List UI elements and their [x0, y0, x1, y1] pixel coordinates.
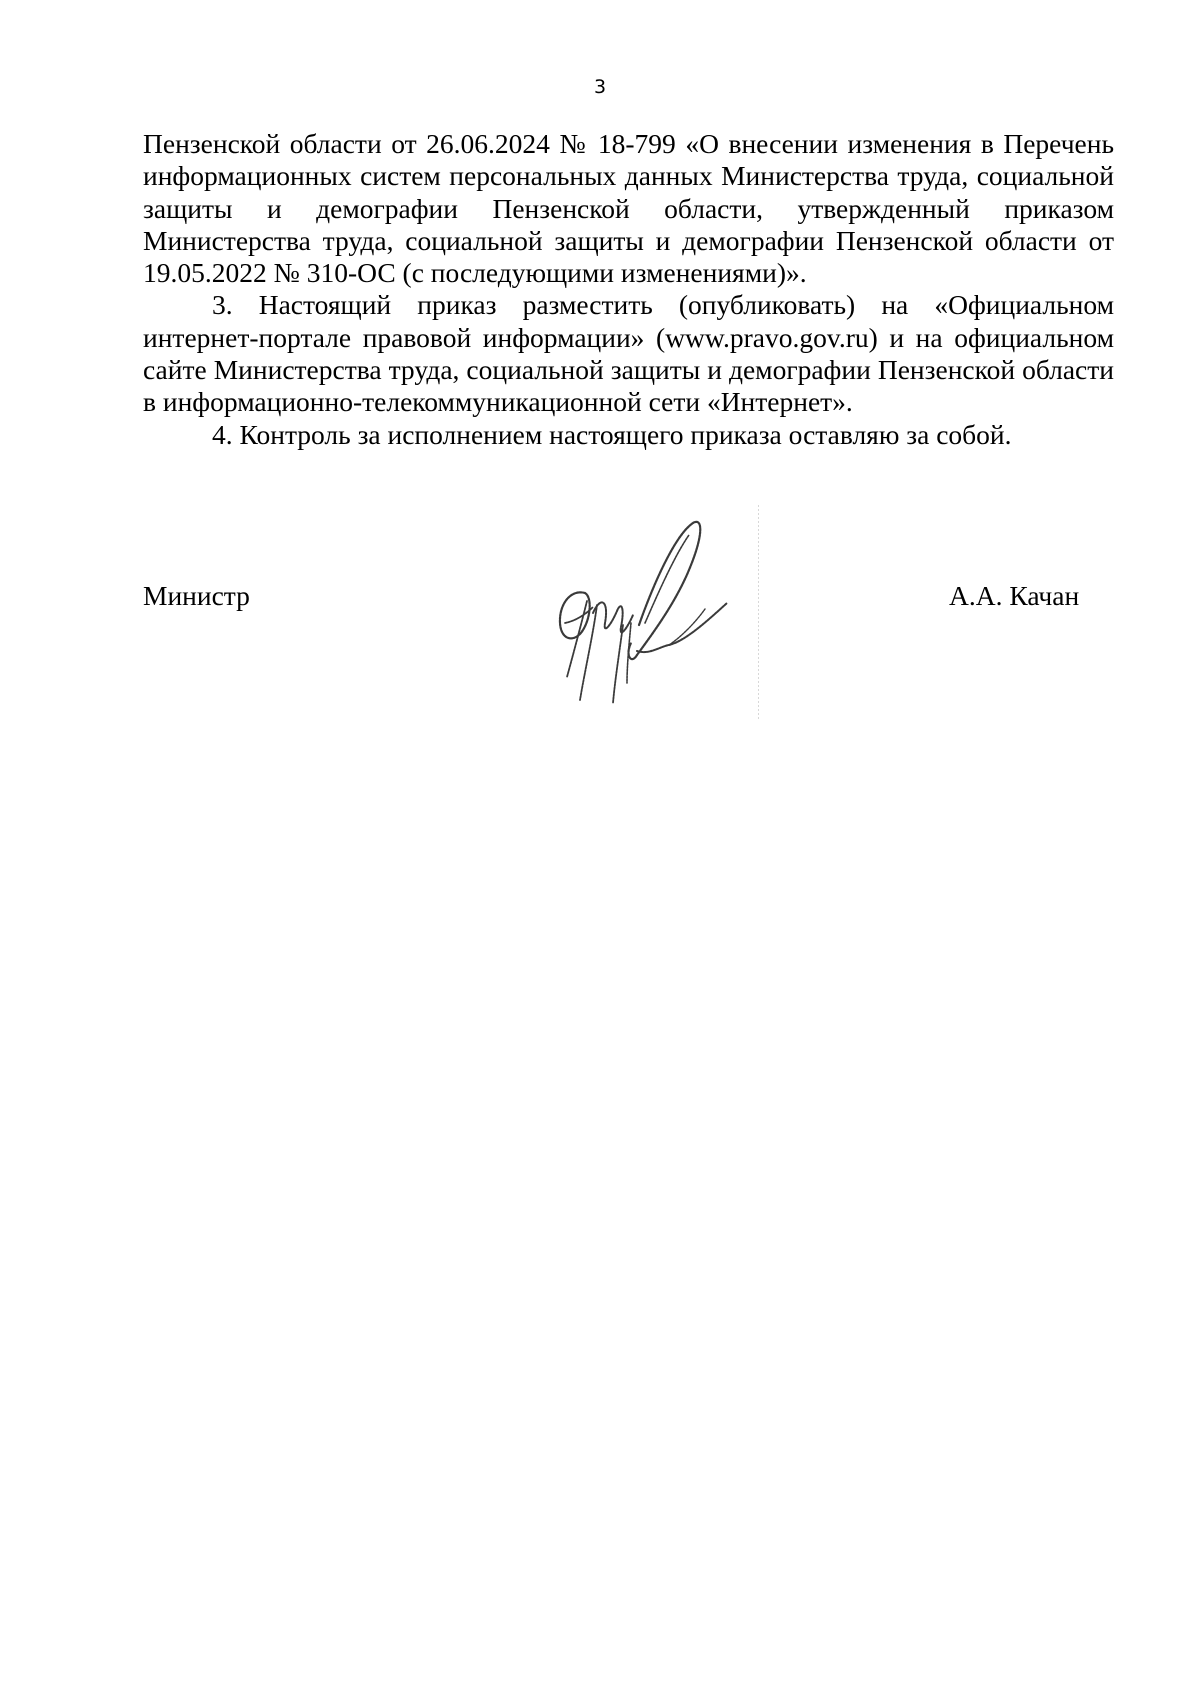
paragraph-item-3: 3. Настоящий приказ разместить (опубликовать) на «Официальном интернет-портале правовой информации» (www.pravo.gov.ru) и на официальном сайте Министерства труда, социальной защиты и демографии Пензенской области в информационно-телекоммуникационной сети «Интернет». — [143, 289, 1114, 418]
signature-block — [0, 580, 1200, 620]
signatory-title: Министр — [143, 580, 250, 611]
page-number: 3 — [593, 76, 607, 98]
paragraph-continuation: Пензенской области от 26.06.2024 № 18-799 «О внесении изменения в Перечень информационных систем персональных данных Министерства труда, социальной защиты и демографии Пензенской области, утвержденный приказом Министерства труда, социальной защиты и демографии Пензенской области от 19.05.2022 № 310-ОС (с последующими изменениями)». — [143, 128, 1114, 289]
signatory-name: А.А. Качан — [949, 580, 1080, 611]
document-body — [143, 128, 1114, 451]
paragraph-item-4: 4. Контроль за исполнением настоящего приказа оставляю за собой. — [212, 418, 1012, 450]
